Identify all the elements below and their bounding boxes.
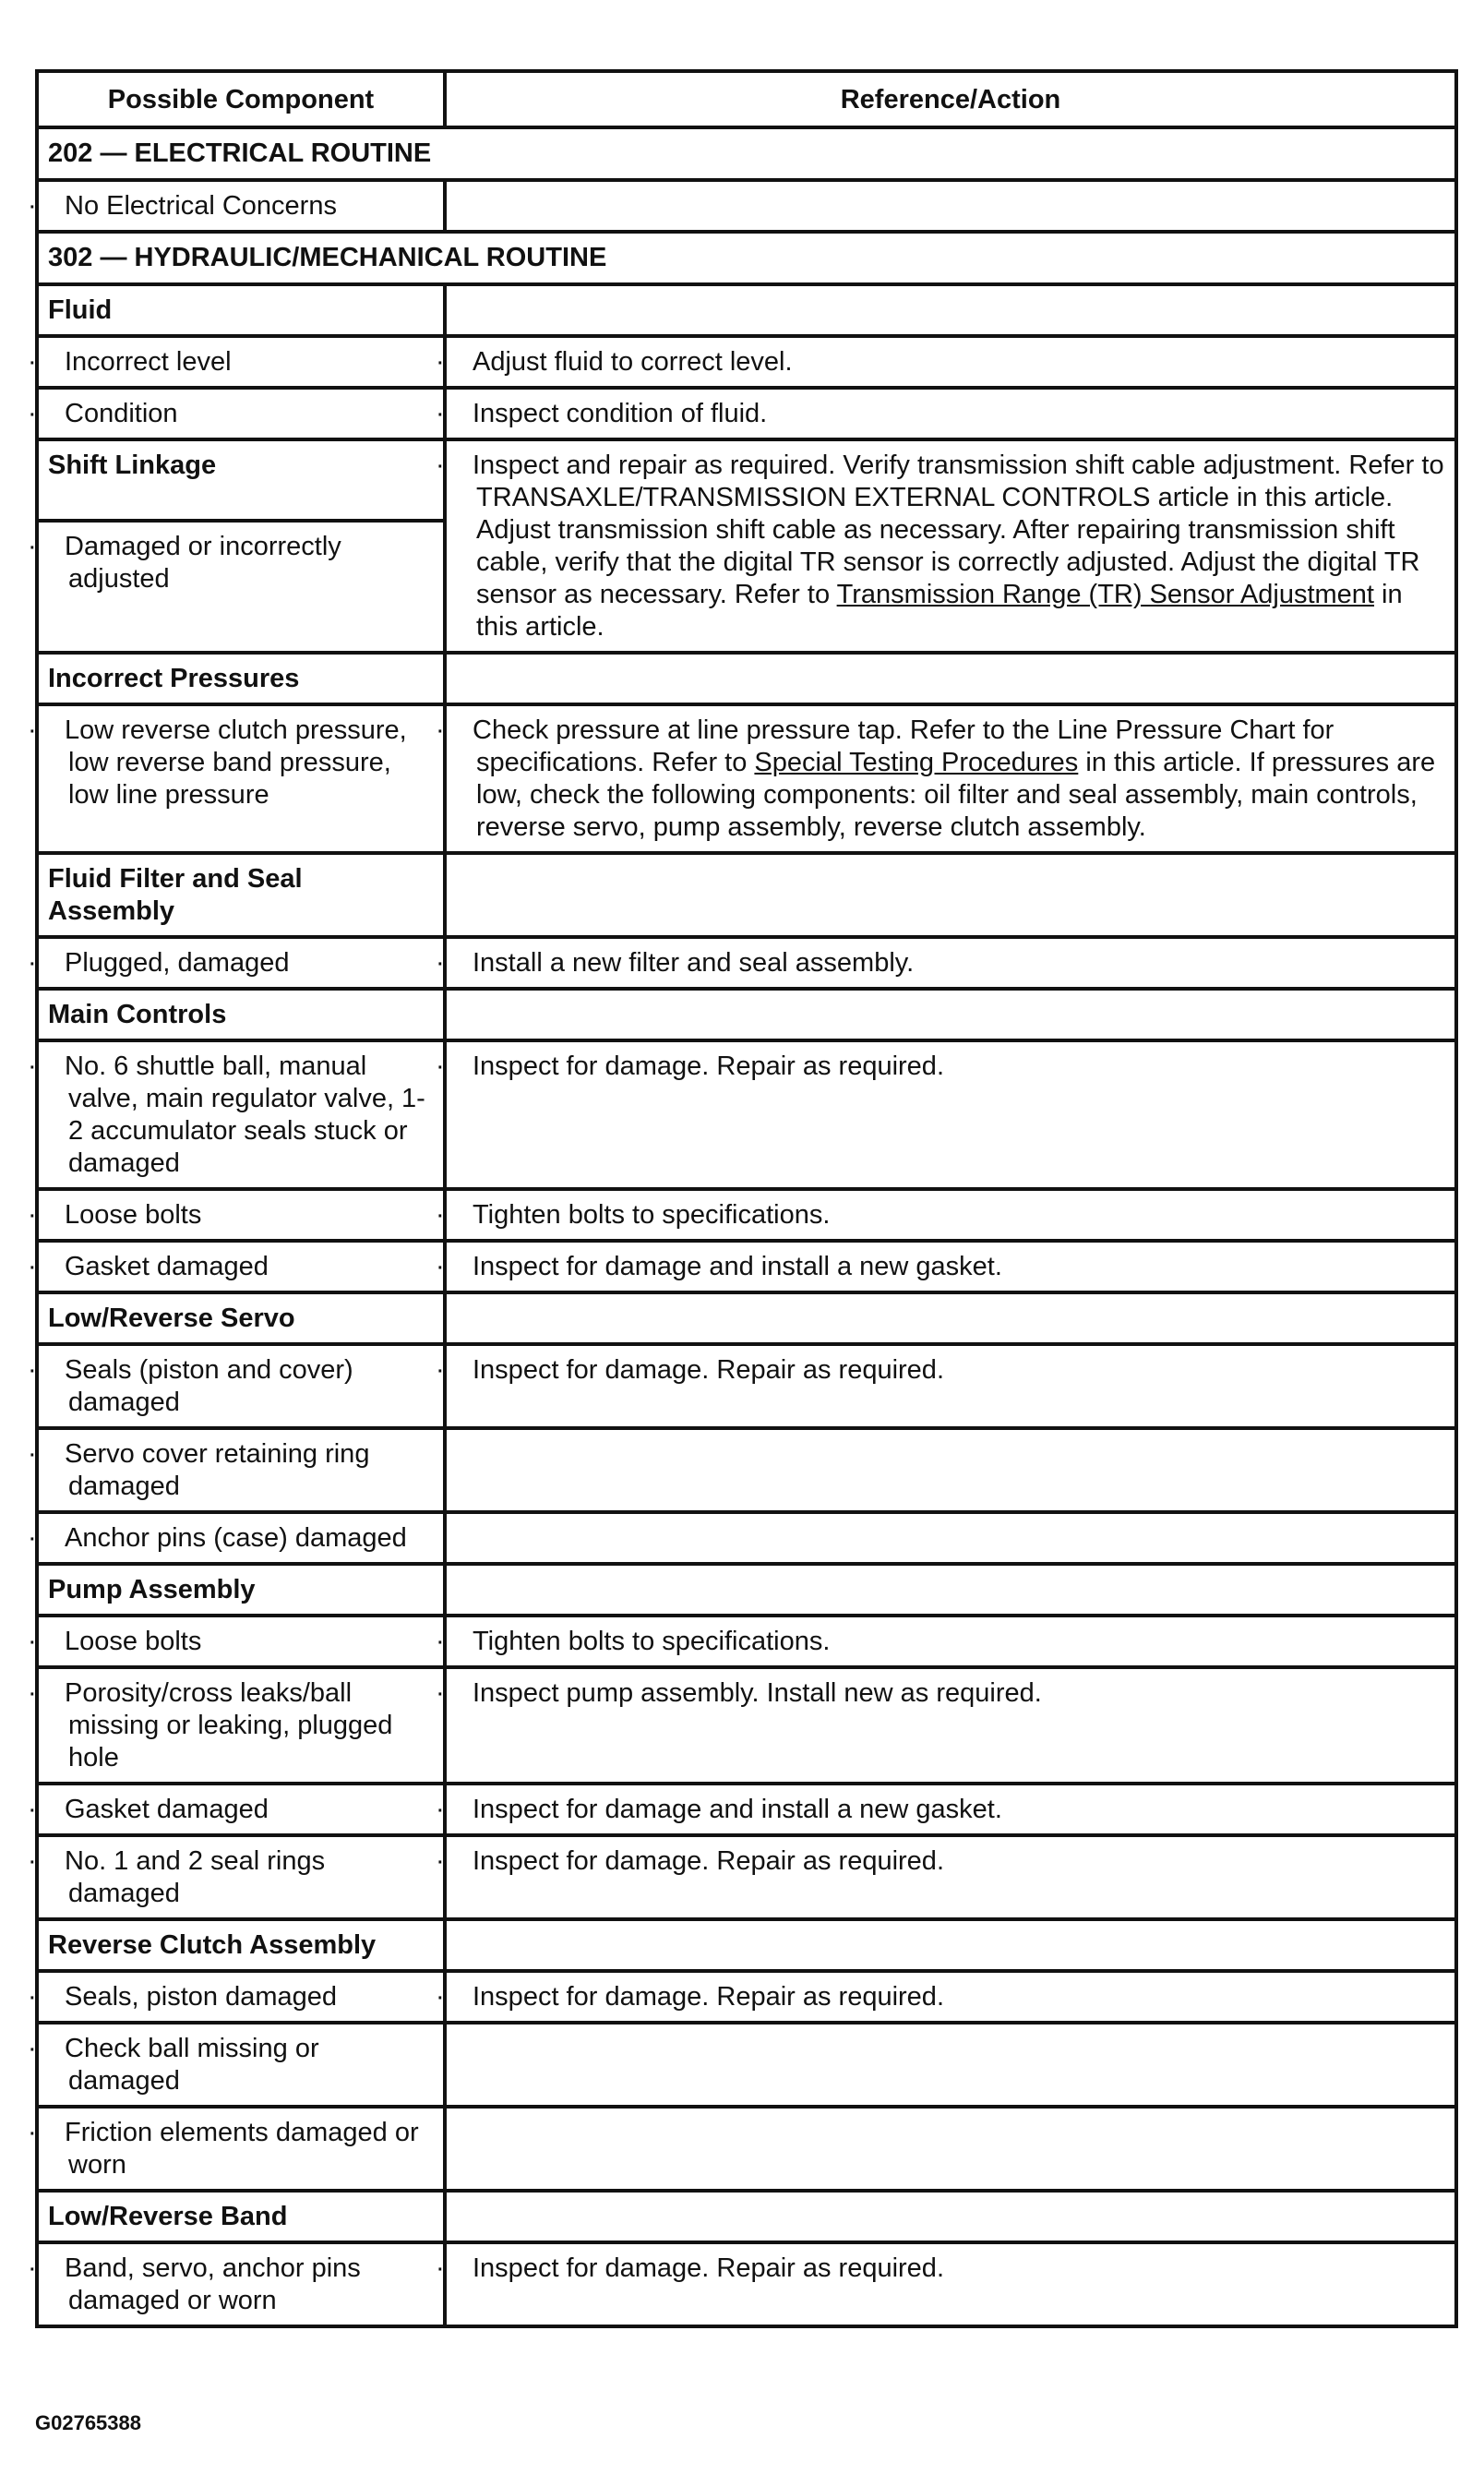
group-label: Low/Reverse Band — [37, 2191, 445, 2242]
action-label: Inspect for damage and install a new gasket. — [473, 1795, 1002, 1824]
table-row — [37, 1667, 1456, 1784]
component-cell — [28, 2107, 445, 2191]
action-text — [436, 2253, 1445, 2285]
action-label: Inspect for damage. Repair as required. — [473, 1051, 944, 1081]
group-row — [37, 284, 1456, 336]
component-text — [28, 1677, 434, 1774]
action-label: Tighten bolts to specifications. — [473, 1627, 831, 1656]
component-cell — [28, 2023, 445, 2107]
component-label: Check ball missing or damaged — [65, 2034, 319, 2096]
bullet-icon: · — [436, 2253, 445, 2283]
component-cell — [28, 521, 445, 653]
component-label: Damaged or incorrectly adjusted — [65, 532, 341, 594]
component-label: No. 1 and 2 seal rings damaged — [65, 1846, 326, 1908]
component-label: Friction elements damaged or worn — [65, 2118, 419, 2180]
cross-reference-link[interactable]: Special Testing Procedures — [754, 748, 1079, 777]
action-text — [436, 1354, 1445, 1387]
component-label: Seals, piston damaged — [65, 1982, 338, 2012]
action-text — [436, 1626, 1445, 1658]
bullet-icon: · — [28, 1982, 37, 2012]
table-row — [37, 704, 1456, 853]
action-text — [436, 346, 1445, 378]
section-label: 302 — HYDRAULIC/MECHANICAL ROUTINE — [37, 232, 1456, 284]
bullet-icon: · — [28, 191, 37, 221]
component-cell — [28, 2242, 445, 2326]
component-label: Plugged, damaged — [65, 948, 290, 978]
component-cell — [28, 1428, 445, 1512]
action-label: Inspect pump assembly. Install new as required. — [473, 1678, 1042, 1708]
action-cell — [445, 2191, 1456, 2242]
action-cell — [436, 1616, 1456, 1667]
bullet-icon: · — [436, 1795, 445, 1824]
table-row — [37, 1835, 1456, 1919]
group-row — [37, 2191, 1456, 2242]
component-cell — [28, 937, 445, 989]
action-cell — [445, 2023, 1456, 2107]
action-cell — [436, 2242, 1456, 2326]
action-text — [436, 1794, 1445, 1826]
bullet-icon: · — [436, 1051, 445, 1081]
group-label: Reverse Clutch Assembly — [37, 1919, 445, 1971]
table-row — [37, 1344, 1456, 1428]
table-header-row — [37, 71, 1456, 127]
action-cell — [436, 1971, 1456, 2023]
table-row — [37, 1784, 1456, 1835]
action-cell — [445, 989, 1456, 1040]
group-label: Pump Assembly — [37, 1564, 445, 1616]
action-cell — [436, 336, 1456, 388]
component-text — [28, 1626, 434, 1658]
figure-id: G02765388 — [35, 2411, 141, 2434]
component-text — [28, 1354, 434, 1419]
bullet-icon: · — [28, 532, 37, 561]
component-cell — [28, 336, 445, 388]
component-cell — [28, 1667, 445, 1784]
group-label: Incorrect Pressures — [37, 653, 445, 704]
component-cell — [28, 1784, 445, 1835]
section-row — [37, 127, 1456, 180]
component-text — [28, 2253, 434, 2317]
bullet-icon: · — [28, 1846, 37, 1876]
table-row — [37, 2107, 1456, 2191]
component-text — [28, 2033, 434, 2097]
action-label: Inspect for damage and install a new gasket. — [473, 1252, 1002, 1281]
group-row — [37, 653, 1456, 704]
bullet-icon: · — [436, 1678, 445, 1708]
action-tail: in this article. — [476, 580, 1403, 642]
component-label: Porosity/cross leaks/ball missing or leaking, plugged hole — [65, 1678, 393, 1772]
component-text — [28, 1845, 434, 1910]
action-cell — [445, 284, 1456, 336]
action-cell — [436, 937, 1456, 989]
column-header-component: Possible Component — [37, 71, 445, 127]
section-row — [37, 232, 1456, 284]
component-label: Seals (piston and cover) damaged — [65, 1355, 353, 1417]
component-text — [28, 1981, 434, 2013]
action-cell — [436, 439, 1456, 653]
bullet-icon: · — [436, 1627, 445, 1656]
group-label: Fluid — [37, 284, 445, 336]
bullet-icon: · — [28, 1355, 37, 1385]
action-label: Inspect for damage. Repair as required. — [473, 2253, 944, 2283]
table-row — [37, 1971, 1456, 2023]
bullet-icon: · — [28, 1051, 37, 1081]
bullet-icon: · — [436, 1355, 445, 1385]
action-text — [436, 1981, 1445, 2013]
action-text — [436, 398, 1445, 430]
bullet-icon: · — [28, 1439, 37, 1469]
bullet-icon: · — [28, 1252, 37, 1281]
component-text — [28, 1051, 434, 1180]
component-label: Gasket damaged — [65, 1795, 269, 1824]
bullet-icon: · — [436, 451, 445, 480]
component-cell — [28, 1241, 445, 1292]
component-label: Loose bolts — [65, 1627, 202, 1656]
component-text — [28, 1794, 434, 1826]
bullet-icon: · — [436, 1200, 445, 1230]
bullet-icon: · — [28, 715, 37, 745]
component-cell — [28, 1616, 445, 1667]
action-cell — [445, 1919, 1456, 1971]
bullet-icon: · — [28, 1627, 37, 1656]
action-label: Inspect for damage. Repair as required. — [473, 1982, 944, 2012]
action-text — [436, 947, 1445, 979]
bullet-icon: · — [28, 399, 37, 428]
action-tail: in this article. If pressures are low, check the following components: oil filter and seal assembly, main controls, reverse servo, pump assembly, reverse clutch assembly. — [476, 748, 1436, 842]
action-label: Adjust fluid to correct level. — [473, 347, 793, 377]
component-label: Condition — [65, 399, 178, 428]
group-label: Shift Linkage — [37, 439, 445, 521]
action-text — [436, 1845, 1445, 1878]
action-cell — [445, 853, 1456, 937]
component-cell — [28, 1835, 445, 1919]
table-body — [28, 127, 1456, 2326]
group-row — [37, 1292, 1456, 1344]
table-row — [37, 2023, 1456, 2107]
component-text — [28, 947, 434, 979]
table-row — [37, 2242, 1456, 2326]
action-cell — [445, 653, 1456, 704]
component-cell — [28, 1971, 445, 2023]
group-row — [37, 1919, 1456, 1971]
component-label: Low reverse clutch pressure, low reverse band pressure, low line pressure — [65, 715, 407, 810]
bullet-icon: · — [436, 1982, 445, 2012]
group-row — [37, 1564, 1456, 1616]
action-cell — [436, 388, 1456, 439]
component-cell — [28, 180, 445, 232]
group-label: Main Controls — [37, 989, 445, 1040]
table-row — [37, 1616, 1456, 1667]
table-row — [37, 1189, 1456, 1241]
component-text — [28, 346, 434, 378]
action-text — [436, 715, 1445, 844]
component-text — [28, 1438, 434, 1503]
table-row — [37, 388, 1456, 439]
action-text — [436, 1051, 1445, 1083]
action-cell — [436, 1344, 1456, 1428]
component-cell — [28, 1512, 445, 1564]
action-cell — [445, 1428, 1456, 1512]
bullet-icon: · — [28, 1678, 37, 1708]
group-row — [37, 853, 1456, 937]
action-cell — [445, 180, 1456, 232]
action-text — [436, 1677, 1445, 1710]
table-row — [37, 180, 1456, 232]
component-label: Incorrect level — [65, 347, 232, 377]
action-cell — [445, 1564, 1456, 1616]
bullet-icon: · — [28, 2253, 37, 2283]
component-text — [28, 1199, 434, 1231]
component-label: Loose bolts — [65, 1200, 202, 1230]
component-text — [28, 1522, 434, 1555]
action-cell — [436, 1189, 1456, 1241]
table-row — [37, 336, 1456, 388]
component-cell — [28, 1040, 445, 1189]
action-cell — [436, 1784, 1456, 1835]
action-text — [436, 450, 1445, 643]
column-header-action: Reference/Action — [445, 71, 1456, 127]
bullet-icon: · — [436, 347, 445, 377]
bullet-icon: · — [28, 347, 37, 377]
group-label: Low/Reverse Servo — [37, 1292, 445, 1344]
bullet-icon: · — [28, 1523, 37, 1553]
bullet-icon: · — [28, 1200, 37, 1230]
bullet-icon: · — [436, 399, 445, 428]
component-text — [28, 1251, 434, 1283]
component-label: Gasket damaged — [65, 1252, 269, 1281]
component-cell — [28, 388, 445, 439]
group-row — [37, 439, 1456, 521]
action-label: Inspect condition of fluid. — [473, 399, 768, 428]
component-label: No Electrical Concerns — [65, 191, 337, 221]
cross-reference-link[interactable]: Transmission Range (TR) Sensor Adjustment — [836, 580, 1374, 609]
bullet-icon: · — [436, 1252, 445, 1281]
action-cell — [445, 2107, 1456, 2191]
component-text — [28, 398, 434, 430]
table-row — [37, 1512, 1456, 1564]
bullet-icon: · — [28, 1795, 37, 1824]
component-text — [28, 2117, 434, 2181]
component-label: Band, servo, anchor pins damaged or worn — [65, 2253, 361, 2315]
component-label: Anchor pins (case) damaged — [65, 1523, 407, 1553]
action-label: Inspect for damage. Repair as required. — [473, 1846, 944, 1876]
action-cell — [436, 1040, 1456, 1189]
component-cell — [28, 1344, 445, 1428]
bullet-icon: · — [436, 715, 445, 745]
action-cell — [436, 1241, 1456, 1292]
action-label: Check pressure at line pressure tap. Refer to the Line Pressure Chart for specifications. Refer to — [473, 715, 1334, 777]
action-text — [436, 1199, 1445, 1231]
action-cell — [445, 1512, 1456, 1564]
table-row — [37, 1428, 1456, 1512]
table-row — [37, 1040, 1456, 1189]
component-label: No. 6 shuttle ball, manual valve, main regulator valve, 1-2 accumulator seals stuck or damaged — [65, 1051, 425, 1178]
component-text — [28, 190, 434, 222]
action-cell — [436, 1835, 1456, 1919]
group-label: Fluid Filter and Seal Assembly — [37, 853, 445, 937]
action-cell — [445, 1292, 1456, 1344]
bullet-icon: · — [436, 948, 445, 978]
section-label: 202 — ELECTRICAL ROUTINE — [37, 127, 1456, 180]
action-text — [436, 1251, 1445, 1283]
action-cell — [436, 1667, 1456, 1784]
component-cell — [28, 704, 445, 853]
bullet-icon: · — [28, 2118, 37, 2147]
bullet-icon: · — [28, 948, 37, 978]
action-label: Install a new filter and seal assembly. — [473, 948, 915, 978]
bullet-icon: · — [436, 1846, 445, 1876]
table-row — [37, 937, 1456, 989]
diagnostic-table — [28, 69, 1458, 2328]
action-label: Tighten bolts to specifications. — [473, 1200, 831, 1230]
group-row — [37, 989, 1456, 1040]
bullet-icon: · — [28, 2034, 37, 2063]
action-cell — [436, 704, 1456, 853]
component-text — [28, 531, 434, 595]
component-cell — [28, 1189, 445, 1241]
action-label: Inspect for damage. Repair as required. — [473, 1355, 944, 1385]
table-row — [37, 1241, 1456, 1292]
component-label: Servo cover retaining ring damaged — [65, 1439, 370, 1501]
component-text — [28, 715, 434, 811]
action-label: Inspect and repair as required. Verify transmission shift cable adjustment. Refer to TRANSAXLE/TRANSMISSION EXTERNAL CONTROLS article in this article. Adjust transmission shift cable as necessary. After repairing transmission shift cable, verify that the digital TR sensor is correctly adjusted. Adjust the digital TR sensor as necessary. Refer to — [473, 451, 1444, 609]
